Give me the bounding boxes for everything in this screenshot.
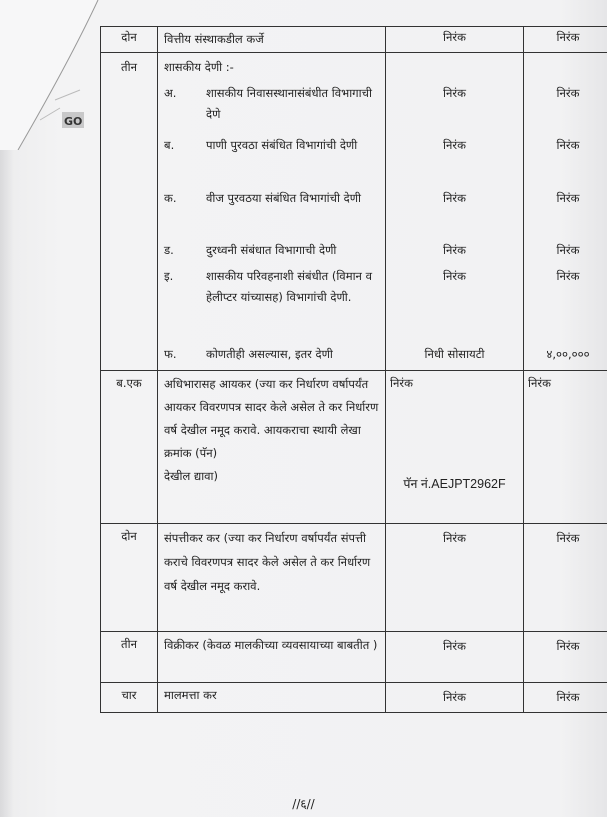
- value-cell: निधी सोसायटी: [424, 347, 485, 361]
- page-number: //६//: [292, 797, 315, 811]
- row-description: मालमत्ता कर: [158, 683, 386, 713]
- row-description: संपत्तीकर कर (ज्या कर निर्धारण वर्षापर्यंत संपत्ती कराचे विवरणपत्र सादर केले असेल ते कर निर्धारण वर्ष देखील नमूद करावे.: [158, 524, 386, 632]
- row-number: दोन: [101, 27, 158, 53]
- item-letter: अ.: [164, 86, 177, 100]
- value-cell: निरंक: [390, 376, 413, 390]
- value-cell: निरंक: [443, 243, 466, 257]
- item-letter: इ.: [164, 269, 174, 283]
- list-item: [158, 240, 385, 266]
- value-cell: निरंक: [556, 243, 580, 257]
- value-cell: निरंक: [524, 524, 607, 632]
- row-description: वित्तीय संस्थाकडील कर्जे: [158, 27, 386, 53]
- row-description: [158, 53, 386, 371]
- item-text: कोणतीही असल्यास, इतर देणी: [206, 347, 333, 361]
- row-description-text: देखील द्यावा): [164, 469, 219, 483]
- value-column: [386, 371, 524, 524]
- item-text: पाणी पुरवठा संबंधित विभागांची देणी: [206, 138, 358, 152]
- row-number: तीन: [101, 53, 158, 371]
- value-cell: निरंक: [443, 86, 466, 100]
- value-cell: निरंक: [524, 371, 607, 524]
- row-number: ब.एक: [101, 371, 158, 524]
- list-item: [158, 344, 385, 370]
- list-item: [158, 188, 385, 240]
- svg-text:GO: GO: [64, 115, 83, 128]
- value-cell: निरंक: [443, 191, 466, 205]
- list-item: [158, 266, 385, 344]
- list-item: [158, 135, 385, 188]
- value-cell: निरंक: [386, 27, 524, 53]
- value-column: [386, 53, 524, 371]
- item-letter: ब.: [164, 138, 175, 152]
- section-heading: शासकीय देणी :-: [164, 60, 234, 74]
- value-cell: निरंक: [556, 138, 580, 152]
- value-cell: निरंक: [556, 191, 580, 205]
- item-text: वीज पुरवठया संबंधित विभागांची देणी: [206, 191, 362, 205]
- item-text: शासकीय परिवहनाशी संबंधीत (विमान व हेलीप्टर यांच्यासह) विभागांची देणी.: [206, 269, 372, 304]
- item-letter: फ.: [164, 347, 177, 361]
- table-row: [101, 53, 607, 371]
- row-number: दोन: [101, 524, 158, 632]
- value-cell: निरंक: [524, 27, 607, 53]
- value-cell: निरंक: [386, 632, 524, 683]
- table-row: [101, 27, 607, 53]
- item-letter: ड.: [164, 243, 174, 257]
- table-row: [101, 524, 607, 632]
- row-number: चार: [101, 683, 158, 713]
- row-number: तीन: [101, 632, 158, 683]
- item-text: दुरध्वनी संबंधात विभागाची देणी: [206, 243, 337, 257]
- table-row: [101, 371, 607, 524]
- value-cell: निरंक: [386, 524, 524, 632]
- row-description: विक्रीकर (केवळ मालकीच्या व्यवसायाच्या बाबतीत ): [158, 632, 386, 683]
- row-description: [158, 371, 386, 524]
- value-cell: निरंक: [556, 86, 580, 100]
- value-cell: निरंक: [443, 269, 466, 283]
- value-cell: निरंक: [524, 632, 607, 683]
- table-row: [101, 683, 607, 713]
- table-row: [101, 632, 607, 683]
- row-description-text: अधिभारासह आयकर (ज्या कर निर्धारण वर्षापर्यंत आयकर विवरणपत्र सादर केले असेल ते कर निर्धारण वर्ष देखील नमूद करावे. आयकराचा स्थायी लेखा क्रमांक (पॅन): [164, 377, 379, 460]
- pan-number: पॅन नं.AEJPT2962F: [403, 477, 506, 491]
- value-cell: निरंक: [443, 138, 466, 152]
- liabilities-table: [100, 26, 607, 713]
- item-letter: क.: [164, 191, 177, 205]
- value-cell: निरंक: [524, 683, 607, 713]
- list-item: [158, 83, 385, 135]
- value-column: [524, 53, 607, 371]
- value-cell: ४,००,०००: [546, 347, 590, 361]
- value-cell: निरंक: [556, 269, 580, 283]
- value-cell: निरंक: [386, 683, 524, 713]
- item-text: शासकीय निवासस्थानासंबंधीत विभागाची देणे: [206, 86, 372, 121]
